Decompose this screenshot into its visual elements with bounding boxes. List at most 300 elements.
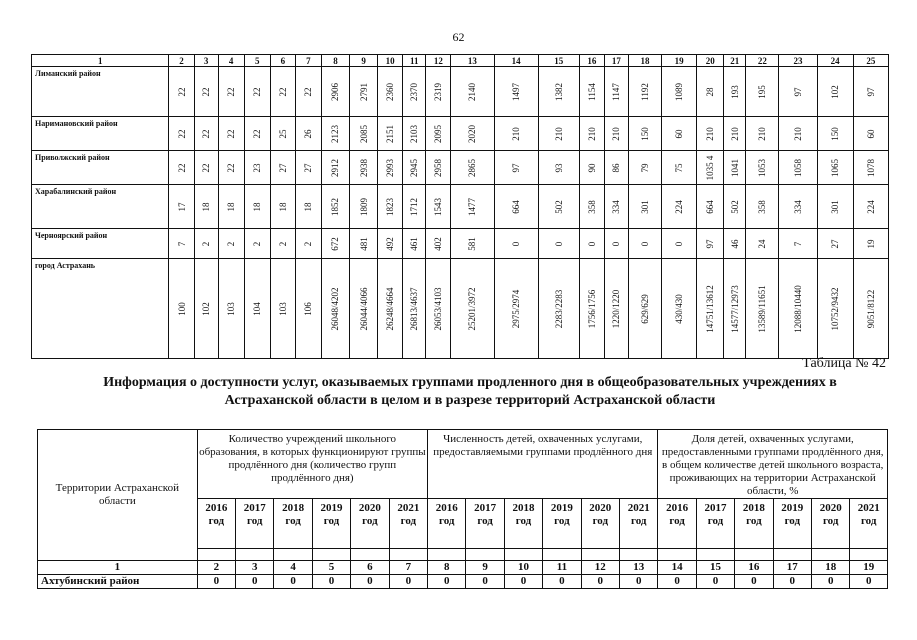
table-cell — [628, 67, 661, 117]
spacer-cell — [236, 549, 274, 561]
district-name: город Астрахань — [32, 259, 169, 359]
table-cell — [194, 117, 218, 151]
table-cell — [426, 229, 451, 259]
table-cell — [403, 185, 426, 229]
table-cell — [270, 229, 295, 259]
cell-value: 10752/9432 — [830, 286, 841, 331]
table-cell: 0 — [850, 575, 888, 589]
cell-value: 2 — [226, 241, 237, 246]
table-cell: 0 — [351, 575, 389, 589]
column-number: 2 — [197, 561, 235, 575]
cell-value: 2 — [277, 241, 288, 246]
cell-value: 97 — [705, 239, 716, 248]
district-name: Черноярский район — [32, 229, 169, 259]
table-cell — [494, 67, 538, 117]
cell-value: 102 — [830, 84, 841, 99]
table-cell — [218, 117, 244, 151]
table-cell — [817, 259, 853, 359]
cell-value: 0 — [553, 241, 564, 246]
column-number: 16 — [579, 55, 604, 67]
cell-value: 93 — [553, 163, 564, 172]
spacer-cell — [620, 549, 658, 561]
table-cell — [746, 229, 779, 259]
spacer-cell — [658, 549, 696, 561]
table-cell — [538, 185, 579, 229]
cell-value: 193 — [729, 84, 740, 99]
territories-header: Территории Астраханской области — [38, 430, 198, 561]
table-cell — [817, 229, 853, 259]
table-cell — [697, 229, 724, 259]
cell-value: 358 — [757, 199, 768, 214]
cell-value: 79 — [639, 163, 650, 172]
column-number: 6 — [351, 561, 389, 575]
table-cell: 0 — [581, 575, 619, 589]
table-cell — [746, 259, 779, 359]
cell-value: 2085 — [358, 124, 369, 143]
column-number: 18 — [628, 55, 661, 67]
group-header-children-count: Численность детей, охваченных услугами, предоставляемыми группами продлённого дня — [428, 430, 658, 499]
year-header: 2021 год — [620, 499, 658, 549]
cell-value: 1192 — [639, 82, 650, 101]
cell-value: 2283/2283 — [553, 289, 564, 328]
cell-value: 106 — [303, 301, 314, 316]
cell-value: 581 — [467, 236, 478, 251]
table-cell — [403, 151, 426, 185]
cell-value: 2958 — [433, 158, 444, 177]
table-cell — [244, 117, 270, 151]
cell-value: 25201/3972 — [467, 286, 478, 331]
column-number: 9 — [466, 561, 504, 575]
cell-value: 2912 — [330, 158, 341, 177]
year-header: 2017 год — [236, 499, 274, 549]
cell-value: 14577/12973 — [729, 284, 740, 333]
cell-value: 1041 — [729, 158, 740, 177]
column-number: 17 — [604, 55, 628, 67]
table-cell — [321, 259, 349, 359]
column-number: 18 — [812, 561, 850, 575]
table-cell — [628, 117, 661, 151]
cell-value: 1154 — [586, 82, 597, 101]
column-number: 10 — [378, 55, 403, 67]
table-cell — [378, 151, 403, 185]
table-cell — [244, 67, 270, 117]
table-cell: 0 — [428, 575, 466, 589]
column-number: 7 — [295, 55, 321, 67]
table-cell — [494, 229, 538, 259]
table-cell — [579, 259, 604, 359]
table-cell — [451, 259, 494, 359]
cell-value: 22 — [277, 87, 288, 96]
column-number: 12 — [581, 561, 619, 575]
cell-value: 0 — [674, 241, 685, 246]
cell-value: 18 — [303, 202, 314, 211]
table-cell — [244, 151, 270, 185]
column-number: 4 — [274, 561, 312, 575]
cell-value: 13589/11651 — [757, 284, 768, 333]
column-number: 10 — [504, 561, 542, 575]
cell-value: 492 — [385, 236, 396, 251]
year-header: 2019 год — [312, 499, 350, 549]
cell-value: 0 — [586, 241, 597, 246]
cell-value: 1147 — [611, 82, 622, 101]
table-cell — [194, 67, 218, 117]
table-cell — [604, 259, 628, 359]
table-cell — [194, 229, 218, 259]
cell-value: 1053 — [757, 158, 768, 177]
table-cell — [746, 117, 779, 151]
spacer-cell — [274, 549, 312, 561]
table-cell — [403, 117, 426, 151]
column-number: 3 — [236, 561, 274, 575]
cell-value: 26044/4066 — [358, 286, 369, 331]
cell-value: 210 — [757, 126, 768, 141]
table-cell — [494, 117, 538, 151]
table-cell — [295, 229, 321, 259]
table-cell — [746, 67, 779, 117]
cell-value: 672 — [330, 236, 341, 251]
cell-value: 97 — [511, 163, 522, 172]
cell-value: 2020 — [467, 124, 478, 143]
column-number: 1 — [32, 55, 169, 67]
cell-value: 18 — [201, 202, 212, 211]
cell-value: 2095 — [433, 124, 444, 143]
cell-value: 430/430 — [674, 293, 685, 324]
table-cell — [724, 185, 746, 229]
cell-value: 2360 — [385, 82, 396, 101]
table-cell — [662, 117, 697, 151]
cell-value: 26048/4202 — [330, 286, 341, 331]
cell-value: 2993 — [385, 158, 396, 177]
table-cell — [451, 117, 494, 151]
column-number: 23 — [779, 55, 817, 67]
table-cell — [779, 259, 817, 359]
spacer-cell — [504, 549, 542, 561]
table-cell — [604, 185, 628, 229]
table-cell — [295, 117, 321, 151]
table-cell — [604, 117, 628, 151]
column-number: 2 — [169, 55, 194, 67]
column-number: 11 — [403, 55, 426, 67]
cell-value: 1065 — [830, 158, 841, 177]
column-number: 14 — [494, 55, 538, 67]
table-cell — [538, 259, 579, 359]
table-cell — [169, 151, 194, 185]
cell-value: 26 — [303, 129, 314, 138]
column-number: 24 — [817, 55, 853, 67]
table-cell — [270, 185, 295, 229]
cell-value: 210 — [586, 126, 597, 141]
cell-value: 2865 — [467, 158, 478, 177]
table-cell — [378, 67, 403, 117]
table-cell — [724, 259, 746, 359]
cell-value: 2938 — [358, 158, 369, 177]
cell-value: 210 — [511, 126, 522, 141]
table-cell — [579, 67, 604, 117]
table-cell: 0 — [389, 575, 427, 589]
table-cell — [295, 259, 321, 359]
table-cell — [628, 185, 661, 229]
table-cell — [218, 67, 244, 117]
cell-value: 14751/13612 — [705, 284, 716, 333]
cell-value: 224 — [865, 199, 876, 214]
table-cell — [321, 67, 349, 117]
table-cell — [697, 259, 724, 359]
table-cell — [604, 151, 628, 185]
cell-value: 664 — [705, 199, 716, 214]
table-cell — [378, 185, 403, 229]
year-header: 2021 год — [389, 499, 427, 549]
cell-value: 2 — [201, 241, 212, 246]
cell-value: 102 — [201, 301, 212, 316]
cell-value: 1382 — [553, 82, 564, 101]
table-cell — [451, 229, 494, 259]
table-row — [38, 575, 888, 589]
year-header: 2019 год — [773, 499, 811, 549]
table-row — [32, 229, 889, 259]
services-table — [37, 429, 888, 589]
cell-value: 358 — [586, 199, 597, 214]
cell-value: 224 — [674, 199, 685, 214]
cell-value: 1809 — [358, 197, 369, 216]
table-cell — [538, 67, 579, 117]
cell-value: 1712 — [409, 197, 420, 216]
cell-value: 301 — [830, 199, 841, 214]
table-cell — [779, 67, 817, 117]
table-cell — [697, 151, 724, 185]
cell-value: 481 — [358, 236, 369, 251]
cell-value: 150 — [830, 126, 841, 141]
table-cell: 0 — [812, 575, 850, 589]
cell-value: 210 — [611, 126, 622, 141]
column-number: 8 — [321, 55, 349, 67]
cell-value: 334 — [611, 199, 622, 214]
table-cell — [350, 229, 378, 259]
table-cell — [817, 151, 853, 185]
table-cell — [350, 67, 378, 117]
table-cell — [662, 185, 697, 229]
cell-value: 90 — [586, 163, 597, 172]
year-header: 2018 год — [274, 499, 312, 549]
table-cell — [244, 185, 270, 229]
cell-value: 18 — [252, 202, 263, 211]
table-cell — [270, 151, 295, 185]
column-number: 19 — [850, 561, 888, 575]
group-header-institutions: Количество учреждений школьного образования, в которых функционируют группы продлённого дня (количество групп продлённого дня) — [197, 430, 427, 499]
spacer-cell — [696, 549, 734, 561]
cell-value: 1035 4 — [705, 155, 716, 180]
table-cell — [817, 67, 853, 117]
table-cell — [295, 67, 321, 117]
cell-value: 22 — [252, 87, 263, 96]
table-cell — [662, 151, 697, 185]
table-cell: 0 — [466, 575, 504, 589]
cell-value: 25 — [277, 129, 288, 138]
cell-value: 7 — [792, 241, 803, 246]
year-header: 2018 год — [735, 499, 773, 549]
cell-value: 1852 — [330, 197, 341, 216]
table-cell — [853, 259, 888, 359]
cell-value: 0 — [611, 241, 622, 246]
table-cell — [779, 229, 817, 259]
table-cell — [270, 67, 295, 117]
table-cell — [746, 185, 779, 229]
table-cell — [779, 185, 817, 229]
table-row — [32, 67, 889, 117]
table-cell — [321, 117, 349, 151]
year-header: 2021 год — [850, 499, 888, 549]
cell-value: 60 — [674, 129, 685, 138]
table-cell — [853, 67, 888, 117]
table-row — [32, 117, 889, 151]
table-cell — [451, 67, 494, 117]
table-label: Таблица № 42 — [802, 356, 886, 371]
table-cell — [538, 229, 579, 259]
cell-value: 334 — [792, 199, 803, 214]
cell-value: 18 — [226, 202, 237, 211]
cell-value: 22 — [226, 163, 237, 172]
table-cell: 0 — [620, 575, 658, 589]
table-cell — [426, 185, 451, 229]
cell-value: 24 — [757, 239, 768, 248]
table-cell — [244, 229, 270, 259]
cell-value: 60 — [865, 129, 876, 138]
table-cell: 0 — [312, 575, 350, 589]
table-cell — [538, 117, 579, 151]
district-name: Приволжский район — [32, 151, 169, 185]
cell-value: 12088/10440 — [792, 284, 803, 333]
table-cell — [494, 259, 538, 359]
cell-value: 210 — [792, 126, 803, 141]
table-cell — [628, 229, 661, 259]
cell-value: 22 — [226, 87, 237, 96]
table-cell — [724, 229, 746, 259]
table-cell — [378, 229, 403, 259]
table-cell — [579, 229, 604, 259]
spacer-cell — [428, 549, 466, 561]
cell-value: 26053/4103 — [433, 286, 444, 331]
year-header: 2017 год — [696, 499, 734, 549]
cell-value: 9051/8122 — [865, 289, 876, 328]
table-cell — [169, 117, 194, 151]
spacer-cell — [735, 549, 773, 561]
table-cell: 0 — [773, 575, 811, 589]
column-number: 21 — [724, 55, 746, 67]
spacer-cell — [773, 549, 811, 561]
table-cell — [853, 229, 888, 259]
table-cell — [662, 229, 697, 259]
cell-value: 210 — [729, 126, 740, 141]
column-number: 15 — [538, 55, 579, 67]
cell-value: 22 — [176, 129, 187, 138]
cell-value: 18 — [277, 202, 288, 211]
cell-value: 75 — [674, 163, 685, 172]
year-header: 2020 год — [581, 499, 619, 549]
cell-value: 2370 — [409, 82, 420, 101]
table-cell — [350, 185, 378, 229]
column-number: 15 — [696, 561, 734, 575]
column-number: 9 — [350, 55, 378, 67]
table-cell — [604, 67, 628, 117]
table-cell — [697, 67, 724, 117]
table-cell — [321, 229, 349, 259]
table-cell: 0 — [543, 575, 581, 589]
year-header: 2017 год — [466, 499, 504, 549]
column-number: 8 — [428, 561, 466, 575]
table-cell — [426, 259, 451, 359]
table-cell — [270, 259, 295, 359]
table-cell — [817, 117, 853, 151]
cell-value: 1078 — [865, 158, 876, 177]
cell-value: 46 — [729, 239, 740, 248]
year-header: 2016 год — [197, 499, 235, 549]
table-cell — [451, 151, 494, 185]
cell-value: 502 — [553, 199, 564, 214]
table-cell — [853, 117, 888, 151]
year-header: 2016 год — [428, 499, 466, 549]
district-name: Лиманский район — [32, 67, 169, 117]
table-cell — [697, 117, 724, 151]
table-cell — [270, 117, 295, 151]
column-number: 14 — [658, 561, 696, 575]
table-cell — [378, 259, 403, 359]
table-cell: 0 — [197, 575, 235, 589]
cell-value: 195 — [757, 84, 768, 99]
table-cell — [218, 229, 244, 259]
spacer-cell — [312, 549, 350, 561]
cell-value: 2123 — [330, 124, 341, 143]
cell-value: 301 — [639, 199, 650, 214]
table-cell — [169, 185, 194, 229]
cell-value: 502 — [729, 199, 740, 214]
territory-name: Ахтубинский район — [38, 575, 198, 589]
cell-value: 100 — [176, 301, 187, 316]
table-cell — [724, 67, 746, 117]
table-cell — [853, 185, 888, 229]
table-cell — [662, 259, 697, 359]
column-number: 12 — [426, 55, 451, 67]
table-cell — [218, 151, 244, 185]
cell-value: 19 — [865, 239, 876, 248]
column-number: 19 — [662, 55, 697, 67]
cell-value: 2 — [303, 241, 314, 246]
column-number: 5 — [312, 561, 350, 575]
table-cell — [403, 259, 426, 359]
table-cell — [321, 185, 349, 229]
cell-value: 22 — [201, 129, 212, 138]
cell-value: 97 — [865, 87, 876, 96]
cell-value: 7 — [176, 241, 187, 246]
cell-value: 17 — [176, 202, 187, 211]
cell-value: 664 — [511, 199, 522, 214]
table-cell — [579, 151, 604, 185]
table-cell — [426, 151, 451, 185]
cell-value: 1220/1220 — [611, 289, 622, 328]
cell-value: 2906 — [330, 82, 341, 101]
group-header-children-share: Доля детей, охваченных услугами, предоставленными группами продлённого дня, в общем количестве детей школьного возраста, проживающих на территории Астраханской области, % — [658, 430, 888, 499]
table-cell — [321, 151, 349, 185]
cell-value: 2319 — [433, 82, 444, 101]
table-cell — [579, 185, 604, 229]
table-cell — [724, 117, 746, 151]
cell-value: 461 — [409, 236, 420, 251]
spacer-cell — [543, 549, 581, 561]
cell-value: 22 — [176, 87, 187, 96]
table-cell — [817, 185, 853, 229]
table-cell — [295, 151, 321, 185]
table-cell — [538, 151, 579, 185]
cell-value: 2 — [252, 241, 263, 246]
table-cell — [403, 229, 426, 259]
